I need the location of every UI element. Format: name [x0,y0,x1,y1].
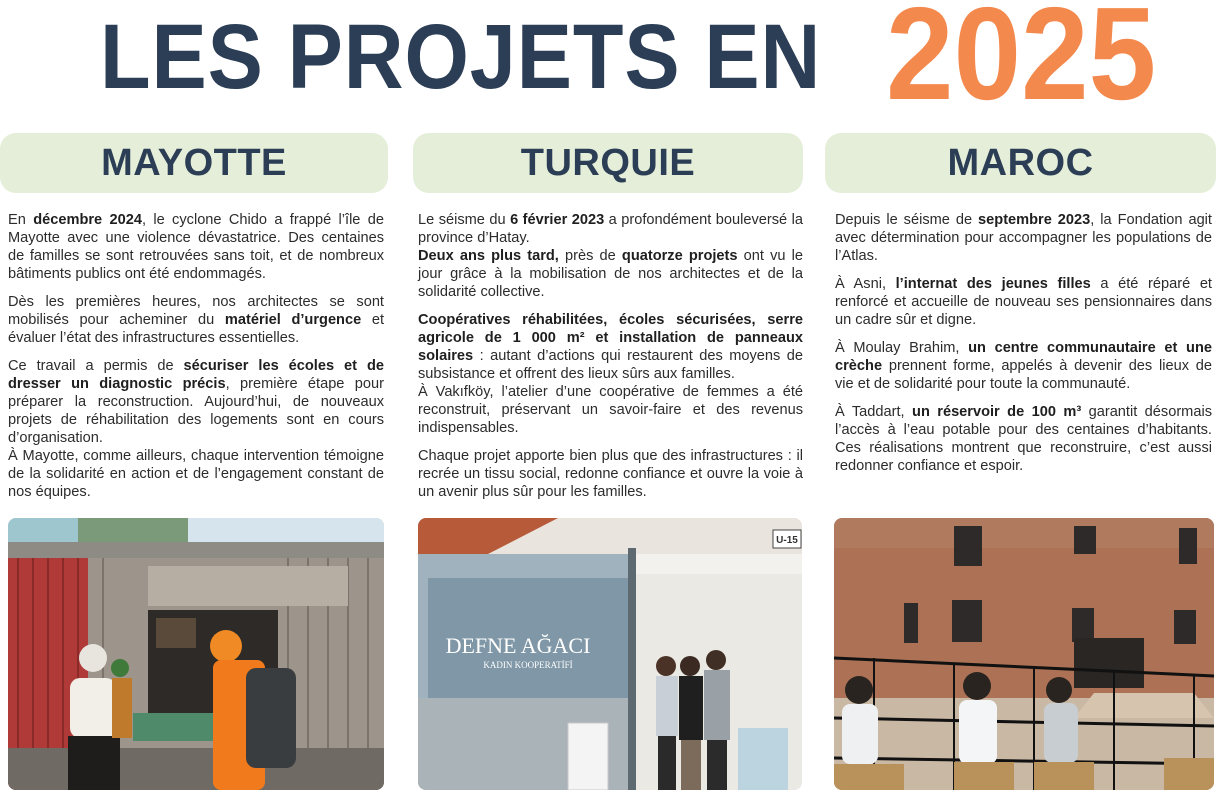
column-mayotte [0,133,388,500]
text-run: À Vakıfköy, l’atelier d’une coopérative de femmes a été reconstruit, préservant un savoir-faire et des revenus indispensables. [418,384,803,436]
paragraph [418,383,803,437]
photo-turquie [418,518,802,790]
photo-maroc-illustration [834,518,1214,790]
text-run: et évaluer l’état des infrastructures essentielles. [8,312,385,346]
bold-text: décembre 2024 [33,212,142,228]
paragraph [418,311,803,383]
text-run: près de [558,248,622,264]
shop-sign: DEFNE AĞACI [445,633,591,658]
photo-mayotte [8,518,384,790]
text-run: À Asni, [835,276,896,292]
text-run: a profondément bouleversé la province d’Hatay. [418,212,803,246]
text-run: , la Fondation agit avec détermination pour accompagner les populations de l’Atlas. [835,212,1212,264]
photo-maroc [834,518,1214,790]
text-turquie [418,211,803,511]
text-run: En [8,212,34,228]
heading-turquie: TURQUIE [413,133,803,193]
text-run: Depuis le séisme de [835,212,979,228]
paragraph [835,211,1212,265]
bold-text: Deux ans plus tard, [418,248,559,264]
heading-maroc: MAROC [825,133,1216,193]
bold-text: quatorze projets [621,248,738,264]
paragraph [835,403,1212,475]
text-run: À Mayotte, comme ailleurs, chaque intervention témoigne de la solidarité en action et de l’engagement constant de nos équipes. [8,448,384,500]
text-run: À Moulay Brahim, [835,340,969,356]
text-run: À Taddart, [835,404,913,420]
paragraph [418,211,803,247]
bold-text: matériel d’urgence [224,312,362,328]
text-run: , le cyclone Chido a frappé l’île de Mayotte avec une violence dévastatrice. Des centaines de familles se sont retrouvées sans toit, et de nombreux bâtiments publics ont été endommagés. [8,212,384,282]
paragraph [8,357,384,447]
text-run: ont vu le jour grâce à la mobilisation de nos architectes et de la solidarité collective. [418,248,803,300]
paragraph [418,247,803,301]
text-run: , première étape pour préparer la reconstruction. Aujourd’hui, de nouveaux projets de réhabilitation des logements sont en cours d’organisation. [8,376,384,446]
text-maroc [835,211,1212,485]
page-title: LES PROJETS EN [100,6,822,108]
paragraph [8,211,384,283]
bold-text: septembre 2023 [978,212,1091,228]
bold-text: sécuriser les écoles et de dresser un diagnostic précis [8,358,385,392]
text-run: garantit désormais l’accès à l’eau potable pour des centaines d’habitants. Ces réalisations montrent que reconstruire, c’est aussi redonner confiance et espoir. [835,404,1212,474]
text-run: Le séisme du [418,212,511,228]
text-run: : autant d’actions qui restaurent des moyens de subsistance et offrent des lieux sûrs aux familles. [418,348,803,382]
paragraph [418,447,803,501]
year-label: 2025 [886,0,1157,127]
paragraph [835,339,1212,393]
paragraph [8,447,384,501]
room-tag: U-15 [776,535,798,546]
text-mayotte [8,211,384,511]
bold-text: 6 février 2023 [510,212,605,228]
bold-text: l’internat des jeunes filles [895,276,1091,292]
text-run: Ce travail a permis de [8,358,184,374]
bold-text: Coopératives réhabilitées, écoles sécurisées, serre agricole de 1 000 m² et installation de panneaux solaires [418,312,803,364]
text-run: Chaque projet apporte bien plus que des infrastructures : il recrée un tissu social, redonne confiance et ouvre la voie à un avenir plus sûr pour les familles. [418,448,803,500]
paragraph [835,275,1212,329]
photo-mayotte-illustration [8,518,384,790]
heading-mayotte: MAYOTTE [0,133,388,193]
text-run: prennent forme, appelés à devenir des lieux de vie et de solidarité pour toute la communauté. [835,358,1212,392]
bold-text: un réservoir de 100 m³ [912,404,1082,420]
photo-turquie-illustration [418,518,802,790]
shop-sign-sub: KADIN KOOPERATİFİ [483,660,573,670]
column-maroc [825,133,1216,474]
text-run: a été réparé et renforcé et accueille de nouveau ses pensionnaires dans un cadre sûr et digne. [835,276,1212,328]
text-run: Dès les premières heures, nos architectes se sont mobilisés pour acheminer du [8,294,384,328]
bold-text: un centre communautaire et une crèche [835,340,1212,374]
column-turquie [413,133,803,500]
paragraph [8,293,384,347]
